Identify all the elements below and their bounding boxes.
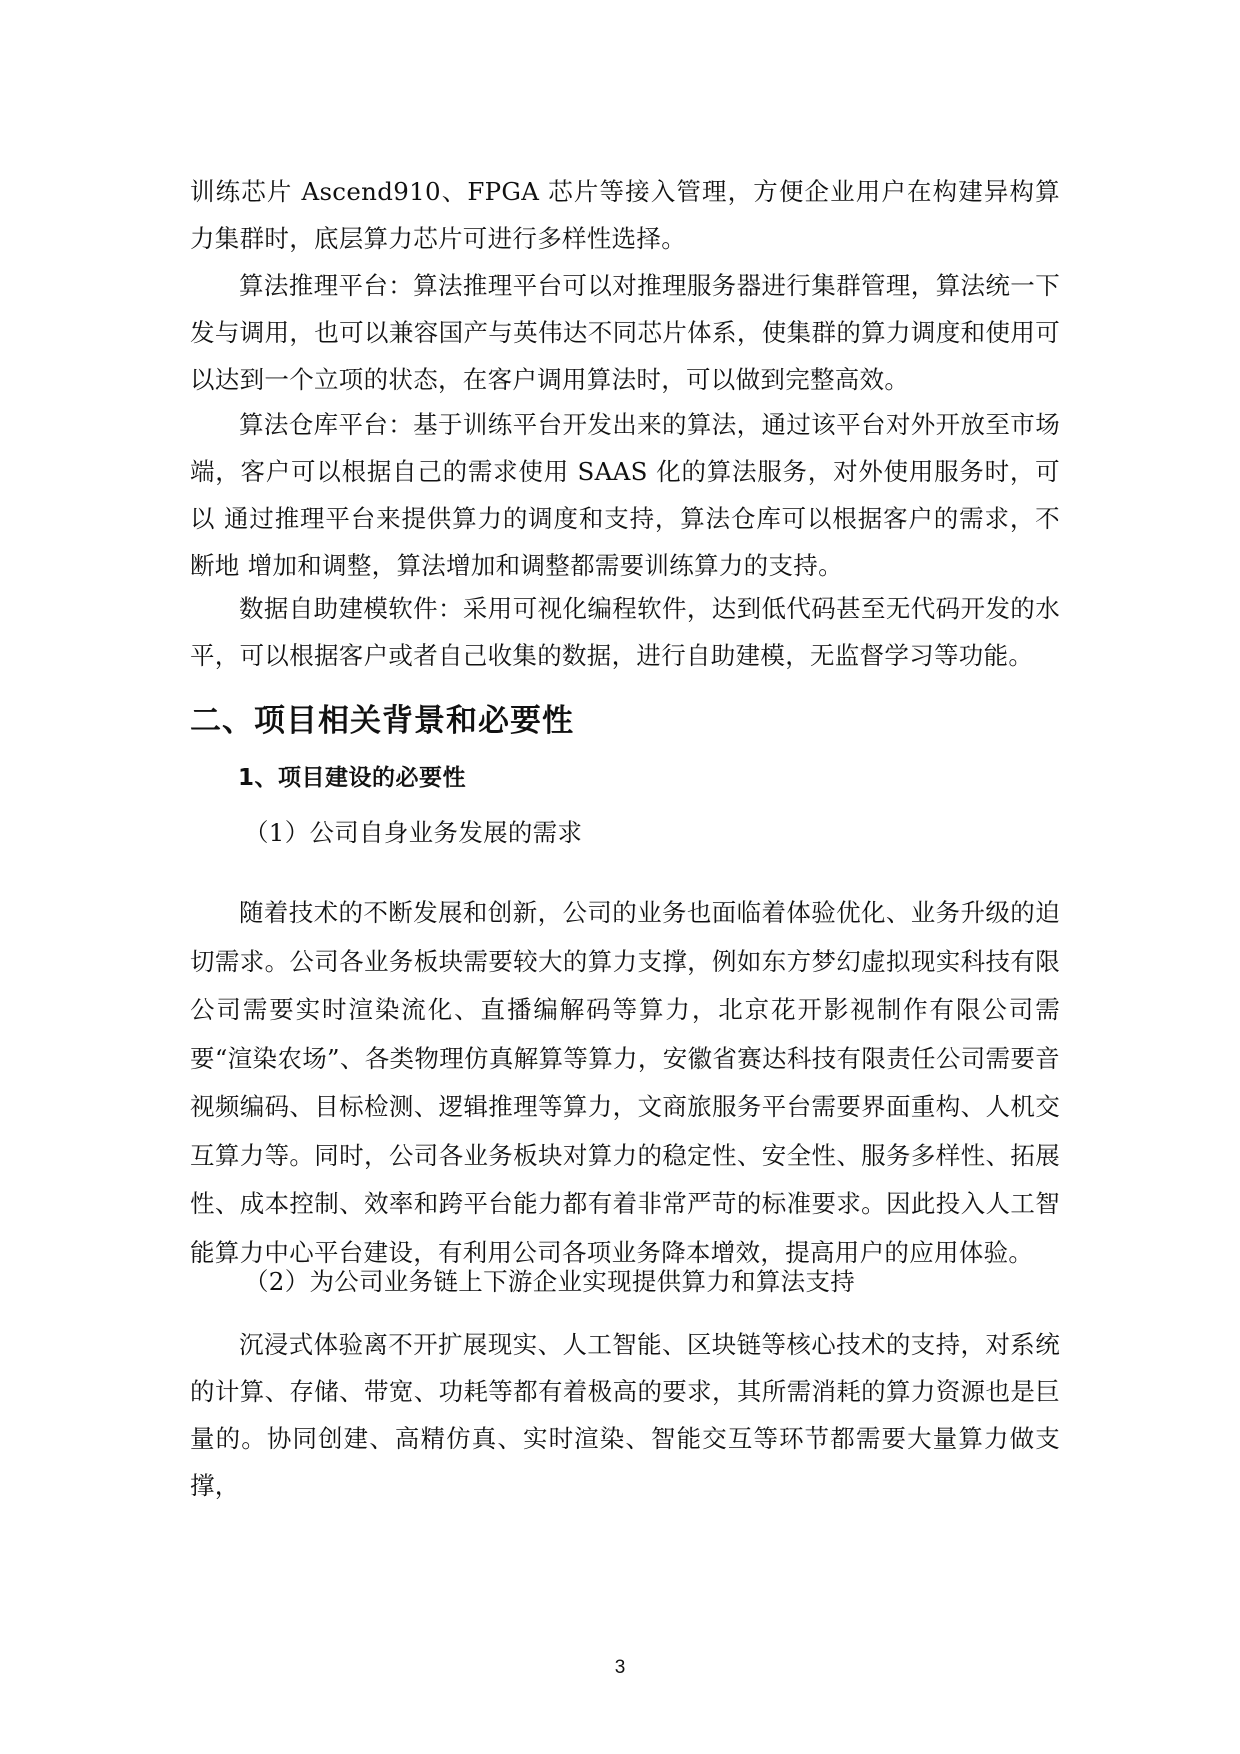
- page-number: 3: [614, 1657, 626, 1678]
- paragraph-training-chips: 训练芯片 Ascend910、FPGA 芯片等接入管理，方便企业用户在构建异构算力集群时，底层算力芯片可进行多样性选择。: [190, 177, 1060, 253]
- paragraph-inference-platform: 算法推理平台：算法推理平台可以对推理服务器进行集群管理，算法统一下发与调用，也可以兼容国产与英伟达不同芯片体系，使集群的算力调度和使用可以达到一个立项的状态，在客户调用算法时，可以做到完整高效。: [190, 271, 1060, 394]
- paragraph-algorithm-repository: 算法仓库平台：基于训练平台开发出来的算法，通过该平台对外开放至市场端，客户可以根据自己的需求使用 SAAS 化的算法服务，对外使用服务时，可以 通过推理平台来提供算力的调度和支持，算法仓库可以根据客户的需求，不断地 增加和调整，算法增加和调整都需要训练算力的支持。: [190, 410, 1060, 580]
- paragraph-business-development-need: 随着技术的不断发展和创新，公司的业务也面临着体验优化、业务升级的迫切需求。公司各业务板块需要较大的算力支撑，例如东方梦幻虚拟现实科技有限公司需要实时渲染流化、直播编解码等算力，北京花开影视制作有限公司需要“渲染农场”、各类物理仿真解算等算力，安徽省赛达科技有限责任公司需要音视频编码、目标检测、逻辑推理等算力，文商旅服务平台需要界面重构、人机交互算力等。同时，公司各业务板块对算力的稳定性、安全性、服务多样性、拓展性、成本控制、效率和跨平台能力都有着非常严苛的标准要求。因此投入人工智能算力中心平台建设，有利用公司各项业务降本增效，提高用户的应用体验。: [190, 898, 1060, 1267]
- subsection-heading: 1、项目建设的必要性: [238, 765, 467, 791]
- paragraph-immersive-experience: 沉浸式体验离不开扩展现实、人工智能、区块链等核心技术的支持，对系统的计算、存储、带宽、功耗等都有着极高的要求，其所需消耗的算力资源也是巨量的。协同创建、高精仿真、实时渲染、智能交互等环节都需要大量算力做支撑，: [190, 1330, 1060, 1500]
- paragraph-self-modeling-software: 数据自助建模软件：采用可视化编程软件，达到低代码甚至无代码开发的水平，可以根据客户或者自己收集的数据，进行自助建模，无监督学习等功能。: [190, 594, 1060, 670]
- item-1-title: （1）公司自身业务发展的需求: [244, 818, 583, 847]
- item-2-title: （2）为公司业务链上下游企业实现提供算力和算法支持: [244, 1267, 856, 1296]
- section-heading: 二、项目相关背景和必要性: [190, 703, 574, 739]
